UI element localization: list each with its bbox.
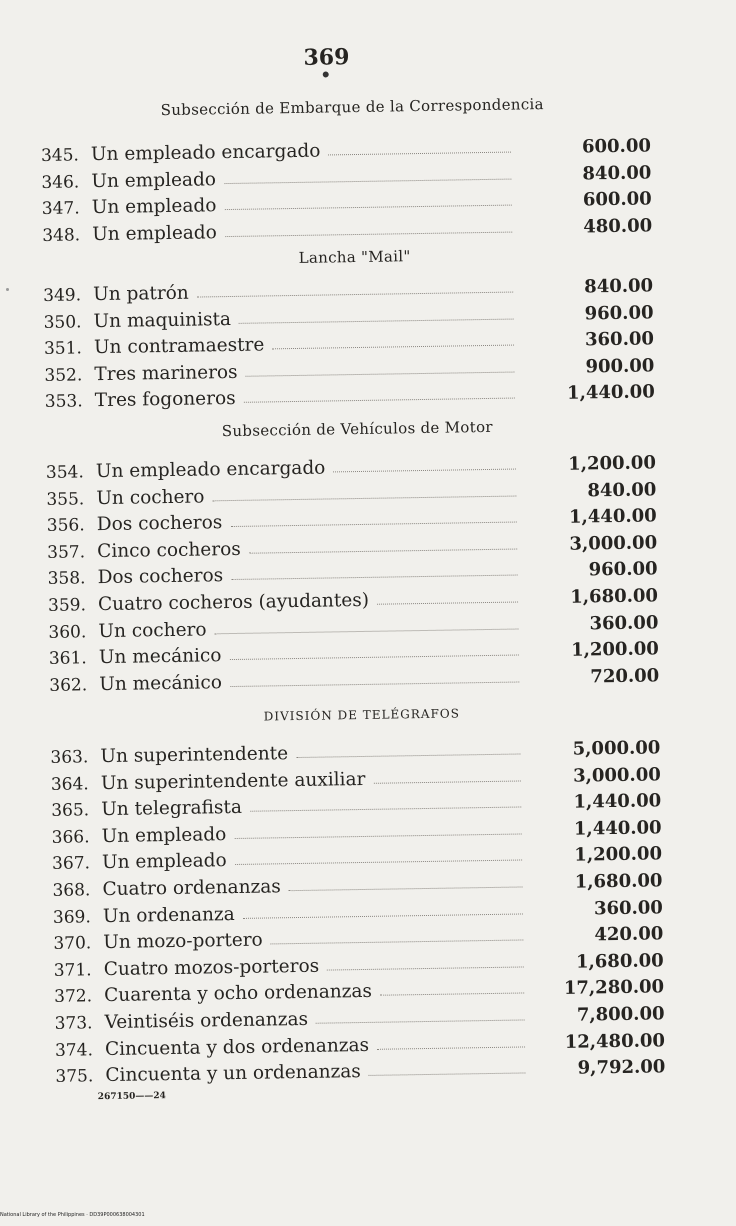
item-number: 350. bbox=[43, 311, 82, 333]
item-description: Un empleado encargado bbox=[95, 457, 326, 483]
item-amount: 3,000.00 bbox=[572, 763, 661, 787]
item-amount: 1,680.00 bbox=[574, 870, 663, 893]
item-number: 365. bbox=[51, 800, 90, 822]
dot-leader bbox=[197, 292, 513, 298]
item-number: 369. bbox=[52, 906, 91, 928]
dot-leader bbox=[328, 152, 511, 156]
item-amount: 600.00 bbox=[581, 135, 652, 158]
item-description: Cuatro cocheros (ayudantes) bbox=[97, 589, 370, 616]
section-heading: Subsección de Embarque de la Correspondencia bbox=[160, 95, 544, 120]
item-amount: 3,000.00 bbox=[569, 532, 658, 555]
item-description: Veintiséis ordenanzas bbox=[104, 1008, 309, 1034]
item-amount: 360.00 bbox=[593, 896, 664, 919]
item-description: Un telegrafista bbox=[101, 797, 243, 821]
item-description: Cincuenta y un ordenanzas bbox=[105, 1061, 361, 1087]
printer-code: 267150——24 bbox=[97, 1091, 166, 1103]
ornament-dot bbox=[323, 71, 329, 77]
item-amount: 960.00 bbox=[584, 301, 654, 325]
item-number: 374. bbox=[54, 1039, 94, 1061]
item-number: 353. bbox=[44, 391, 83, 413]
dot-leader bbox=[289, 886, 523, 891]
item-description: Un empleado bbox=[101, 850, 227, 874]
item-description: Tres fogoneros bbox=[94, 388, 236, 412]
dot-leader bbox=[316, 1019, 525, 1023]
item-number: 368. bbox=[52, 880, 91, 901]
dot-leader bbox=[296, 753, 520, 758]
item-amount: 720.00 bbox=[590, 665, 660, 688]
item-description: Un mecánico bbox=[99, 671, 223, 695]
item-number: 348. bbox=[42, 225, 81, 246]
item-amount: 12,480.00 bbox=[564, 1029, 666, 1053]
item-number: 361. bbox=[48, 648, 87, 670]
dot-leader bbox=[250, 807, 521, 812]
item-amount: 900.00 bbox=[585, 355, 655, 378]
item-amount: 840.00 bbox=[582, 161, 652, 185]
item-amount: 17,280.00 bbox=[563, 976, 665, 1000]
item-amount: 1,680.00 bbox=[570, 585, 659, 608]
dot-leader bbox=[377, 602, 518, 605]
scan-speck bbox=[6, 288, 9, 291]
item-number: 372. bbox=[54, 986, 93, 1008]
page-number: 369 bbox=[303, 44, 350, 71]
item-number: 351. bbox=[43, 338, 83, 360]
dot-leader bbox=[272, 345, 514, 350]
item-amount: 840.00 bbox=[587, 478, 657, 502]
item-amount: 480.00 bbox=[583, 215, 653, 238]
section-heading: DIVISIÓN DE TELÉGRAFOS bbox=[263, 706, 461, 724]
dot-leader bbox=[333, 469, 516, 473]
dot-leader bbox=[234, 833, 521, 839]
item-description: Cinco cocheros bbox=[97, 538, 241, 562]
item-description: Un mozo-portero bbox=[103, 929, 263, 954]
item-amount: 1,200.00 bbox=[568, 452, 657, 475]
section-heading: Subsección de Vehículos de Motor bbox=[221, 417, 493, 441]
item-number: 347. bbox=[41, 198, 80, 220]
item-number: 367. bbox=[51, 853, 91, 875]
item-number: 349. bbox=[43, 285, 82, 306]
item-number: 371. bbox=[53, 960, 92, 981]
item-number: 345. bbox=[40, 145, 79, 166]
dot-leader bbox=[215, 628, 519, 634]
item-amount: 9,792.00 bbox=[577, 1056, 666, 1079]
item-number: 346. bbox=[41, 171, 80, 193]
dot-leader bbox=[373, 780, 520, 783]
item-number: 375. bbox=[55, 1066, 94, 1088]
item-amount: 5,000.00 bbox=[572, 737, 661, 760]
item-amount: 1,200.00 bbox=[574, 843, 663, 867]
dot-leader bbox=[380, 993, 524, 996]
item-description: Un empleado encargado bbox=[90, 140, 321, 166]
item-number: 363. bbox=[50, 747, 89, 768]
item-description: Cuarenta y ocho ordenanzas bbox=[104, 981, 373, 1007]
item-description: Un mecánico bbox=[98, 645, 222, 669]
item-amount: 1,440.00 bbox=[566, 381, 655, 405]
item-description: Un empleado bbox=[92, 222, 217, 245]
item-description: Dos cocheros bbox=[97, 565, 224, 589]
dot-leader bbox=[327, 966, 524, 970]
dot-leader bbox=[235, 860, 522, 866]
dot-leader bbox=[249, 548, 517, 553]
item-amount: 360.00 bbox=[589, 611, 659, 634]
dot-leader bbox=[231, 575, 517, 580]
item-description: Un empleado bbox=[91, 195, 217, 219]
item-number: 360. bbox=[48, 621, 87, 643]
section-heading: Lancha "Mail" bbox=[298, 247, 411, 267]
item-amount: 960.00 bbox=[588, 558, 658, 581]
item-amount: 7,800.00 bbox=[576, 1003, 665, 1026]
scan-caption: National Library of the Philippines · DD39P000638004301 bbox=[0, 1212, 145, 1218]
dot-leader bbox=[230, 655, 519, 661]
item-description: Un patrón bbox=[93, 282, 189, 306]
item-description: Cuatro ordenanzas bbox=[102, 876, 281, 901]
item-number: 356. bbox=[46, 515, 85, 537]
item-amount: 840.00 bbox=[584, 275, 654, 298]
dot-leader bbox=[271, 940, 524, 945]
dot-leader bbox=[369, 1073, 526, 1076]
item-number: 370. bbox=[53, 933, 92, 955]
item-description: Un empleado bbox=[101, 823, 227, 847]
item-description: Tres marineros bbox=[94, 361, 238, 385]
dot-leader bbox=[244, 398, 515, 403]
dot-leader bbox=[246, 371, 515, 376]
item-number: 359. bbox=[47, 595, 87, 616]
dot-leader bbox=[213, 495, 517, 501]
item-description: Dos cocheros bbox=[96, 512, 223, 536]
item-description: Un maquinista bbox=[93, 308, 232, 332]
item-amount: 1,440.00 bbox=[568, 505, 657, 528]
item-description: Cincuenta y dos ordenanzas bbox=[104, 1034, 370, 1060]
item-amount: 1,440.00 bbox=[573, 790, 662, 813]
item-description: Un cochero bbox=[98, 619, 207, 642]
item-amount: 1,680.00 bbox=[575, 950, 664, 973]
dot-leader bbox=[224, 205, 511, 211]
item-number: 352. bbox=[44, 365, 83, 386]
dot-leader bbox=[225, 231, 512, 237]
item-number: 373. bbox=[54, 1013, 93, 1034]
item-description: Un superintendente auxiliar bbox=[100, 768, 366, 794]
dot-leader bbox=[377, 1046, 525, 1049]
item-number: 355. bbox=[46, 488, 85, 510]
item-amount: 1,200.00 bbox=[570, 638, 659, 661]
item-amount: 1,440.00 bbox=[573, 817, 662, 840]
item-description: Un superintendente bbox=[100, 743, 289, 768]
item-amount: 600.00 bbox=[582, 188, 652, 211]
item-description: Un empleado bbox=[91, 168, 217, 192]
dot-leader bbox=[243, 913, 523, 918]
item-number: 364. bbox=[50, 773, 89, 795]
dot-leader bbox=[230, 681, 519, 687]
item-description: Un cochero bbox=[96, 486, 205, 509]
item-amount: 420.00 bbox=[594, 923, 664, 946]
dot-leader bbox=[224, 178, 511, 184]
item-number: 354. bbox=[45, 462, 84, 483]
item-description: Un ordenanza bbox=[102, 903, 235, 927]
dot-leader bbox=[230, 522, 516, 527]
item-description: Un contramaestre bbox=[93, 334, 265, 359]
item-description: Cuatro mozos-porteros bbox=[103, 955, 320, 980]
item-number: 362. bbox=[49, 675, 88, 696]
item-number: 358. bbox=[47, 568, 86, 590]
item-number: 366. bbox=[51, 827, 90, 848]
dot-leader bbox=[239, 318, 514, 323]
item-number: 357. bbox=[47, 542, 86, 563]
item-amount: 360.00 bbox=[584, 328, 655, 351]
